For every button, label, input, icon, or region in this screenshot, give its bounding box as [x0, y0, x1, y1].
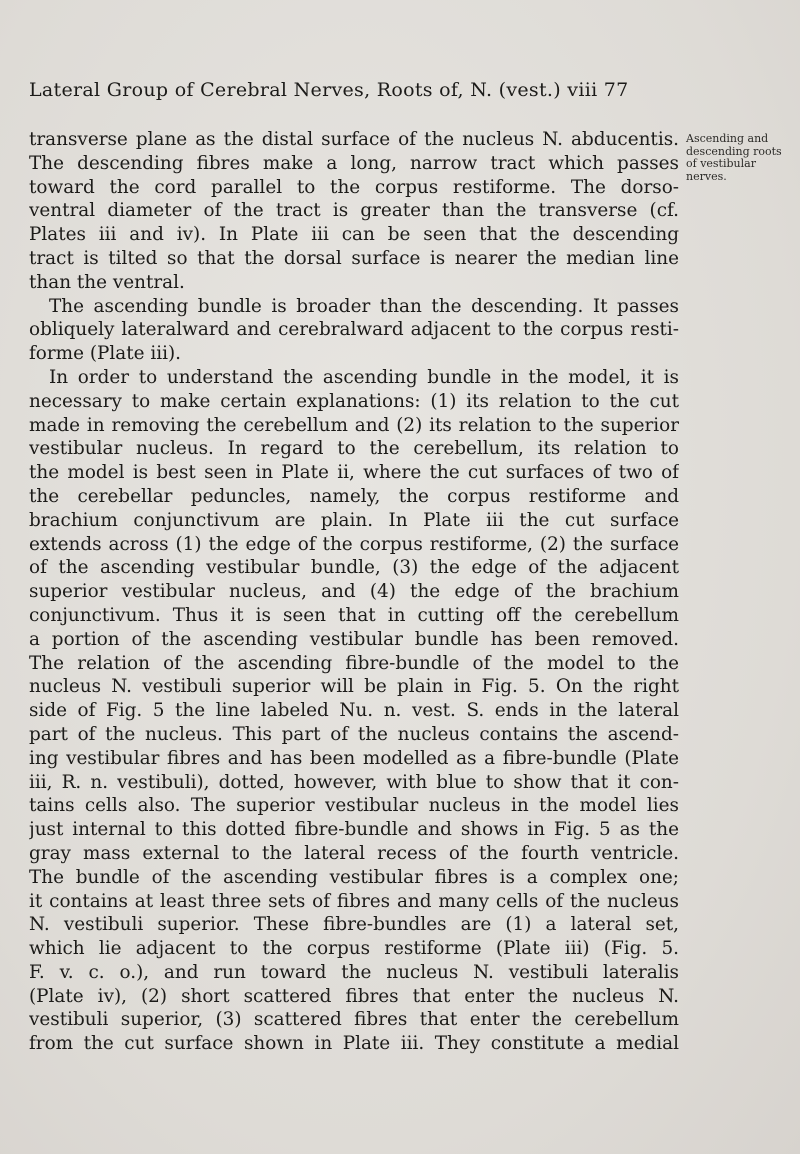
text-line: brachium conjunctivum are plain. In Plate iii the cut surface — [29, 509, 679, 531]
text-line: ventral diameter of the tract is greater than the transverse (cf. — [29, 200, 679, 222]
text-line: side of Fig. 5 the line labeled Nu. n. vest. S. ends in the lateral — [29, 700, 679, 722]
text-line: just internal to this dotted fibre-bundle and shows in Fig. 5 as the — [29, 819, 679, 841]
text-line: N. vestibuli superior. These fibre-bundles are (1) a lateral set, — [29, 914, 679, 936]
text-line: nucleus N. vestibuli superior will be plain in Fig. 5. On the right — [29, 676, 679, 698]
running-header: Lateral Group of Cerebral Nerves, Roots of, N. (vest.) viii 77 — [29, 79, 629, 101]
text-line: the model is best seen in Plate ii, where the cut surfaces of two of — [29, 462, 679, 484]
text-line: F. v. c. o.), and run toward the nucleus N. vestibuli lateralis — [29, 961, 679, 983]
body-text — [29, 128, 679, 1056]
text-line: Plates iii and iv). In Plate iii can be seen that the descending — [29, 224, 679, 246]
text-line: part of the nucleus. This part of the nucleus contains the ascend- — [29, 723, 679, 745]
text-line: it contains at least three sets of fibres and many cells of the nucleus — [29, 890, 679, 912]
text-line: (Plate iv), (2) short scattered fibres that enter the nucleus N. — [29, 985, 679, 1007]
text-line: The descending fibres make a long, narrow tract which passes — [29, 152, 679, 174]
text-line: The ascending bundle is broader than the descending. It passes — [49, 295, 679, 317]
text-line: extends across (1) the edge of the corpus restiforme, (2) the surface — [29, 533, 679, 555]
text-line: made in removing the cerebellum and (2) its relation to the superior — [29, 414, 679, 436]
text-line: transverse plane as the distal surface of the nucleus N. abducentis. — [29, 129, 679, 150]
text-line: ing vestibular fibres and has been modelled as a fibre-bundle (Plate — [29, 747, 679, 769]
text-line: forme (Plate iii). — [29, 343, 182, 365]
margin-note-line: Ascending and — [686, 132, 769, 145]
text-line: conjunctivum. Thus it is seen that in cutting off the cerebellum — [29, 604, 679, 626]
text-line: gray mass external to the lateral recess of the fourth ventricle. — [29, 842, 679, 864]
text-line: the cerebellar peduncles, namely, the corpus restiforme and — [29, 485, 679, 507]
text-line: In order to understand the ascending bundle in the model, it is — [49, 366, 679, 388]
text-line: toward the cord parallel to the corpus restiforme. The dorso- — [29, 176, 679, 198]
text-line: a portion of the ascending vestibular bundle has been removed. — [29, 628, 679, 650]
text-line: necessary to make certain explanations: (1) its relation to the cut — [29, 390, 679, 412]
text-line: than the ventral. — [29, 271, 185, 293]
margin-note-line: of vestibular — [686, 157, 756, 170]
margin-note-line: nerves. — [686, 169, 727, 183]
text-line: which lie adjacent to the corpus restiforme (Plate iii) (Fig. 5. — [29, 938, 679, 960]
text-line: The bundle of the ascending vestibular fibres is a complex one; — [29, 866, 679, 888]
text-line: from the cut surface shown in Plate iii. They constitute a medial — [29, 1033, 679, 1055]
text-line: tract is tilted so that the dorsal surface is nearer the median line — [29, 247, 679, 269]
text-line: superior vestibular nucleus, and (4) the edge of the brachium — [29, 581, 679, 603]
text-line: vestibular nucleus. In regard to the cerebellum, its relation to — [29, 438, 679, 460]
margin-note-line: descending roots — [686, 144, 782, 158]
text-line: of the ascending vestibular bundle, (3) the edge of the adjacent — [29, 557, 679, 579]
text-line: tains cells also. The superior vestibular nucleus in the model lies — [29, 795, 679, 817]
text-line: obliquely lateralward and cerebralward adjacent to the corpus resti- — [29, 319, 679, 341]
text-line: vestibuli superior, (3) scattered fibres that enter the cerebellum — [29, 1009, 679, 1031]
text-line: The relation of the ascending fibre-bundle of the model to the — [29, 652, 679, 674]
text-line: iii, R. n. vestibuli), dotted, however, with blue to show that it con- — [29, 771, 679, 793]
margin-note — [686, 133, 796, 183]
